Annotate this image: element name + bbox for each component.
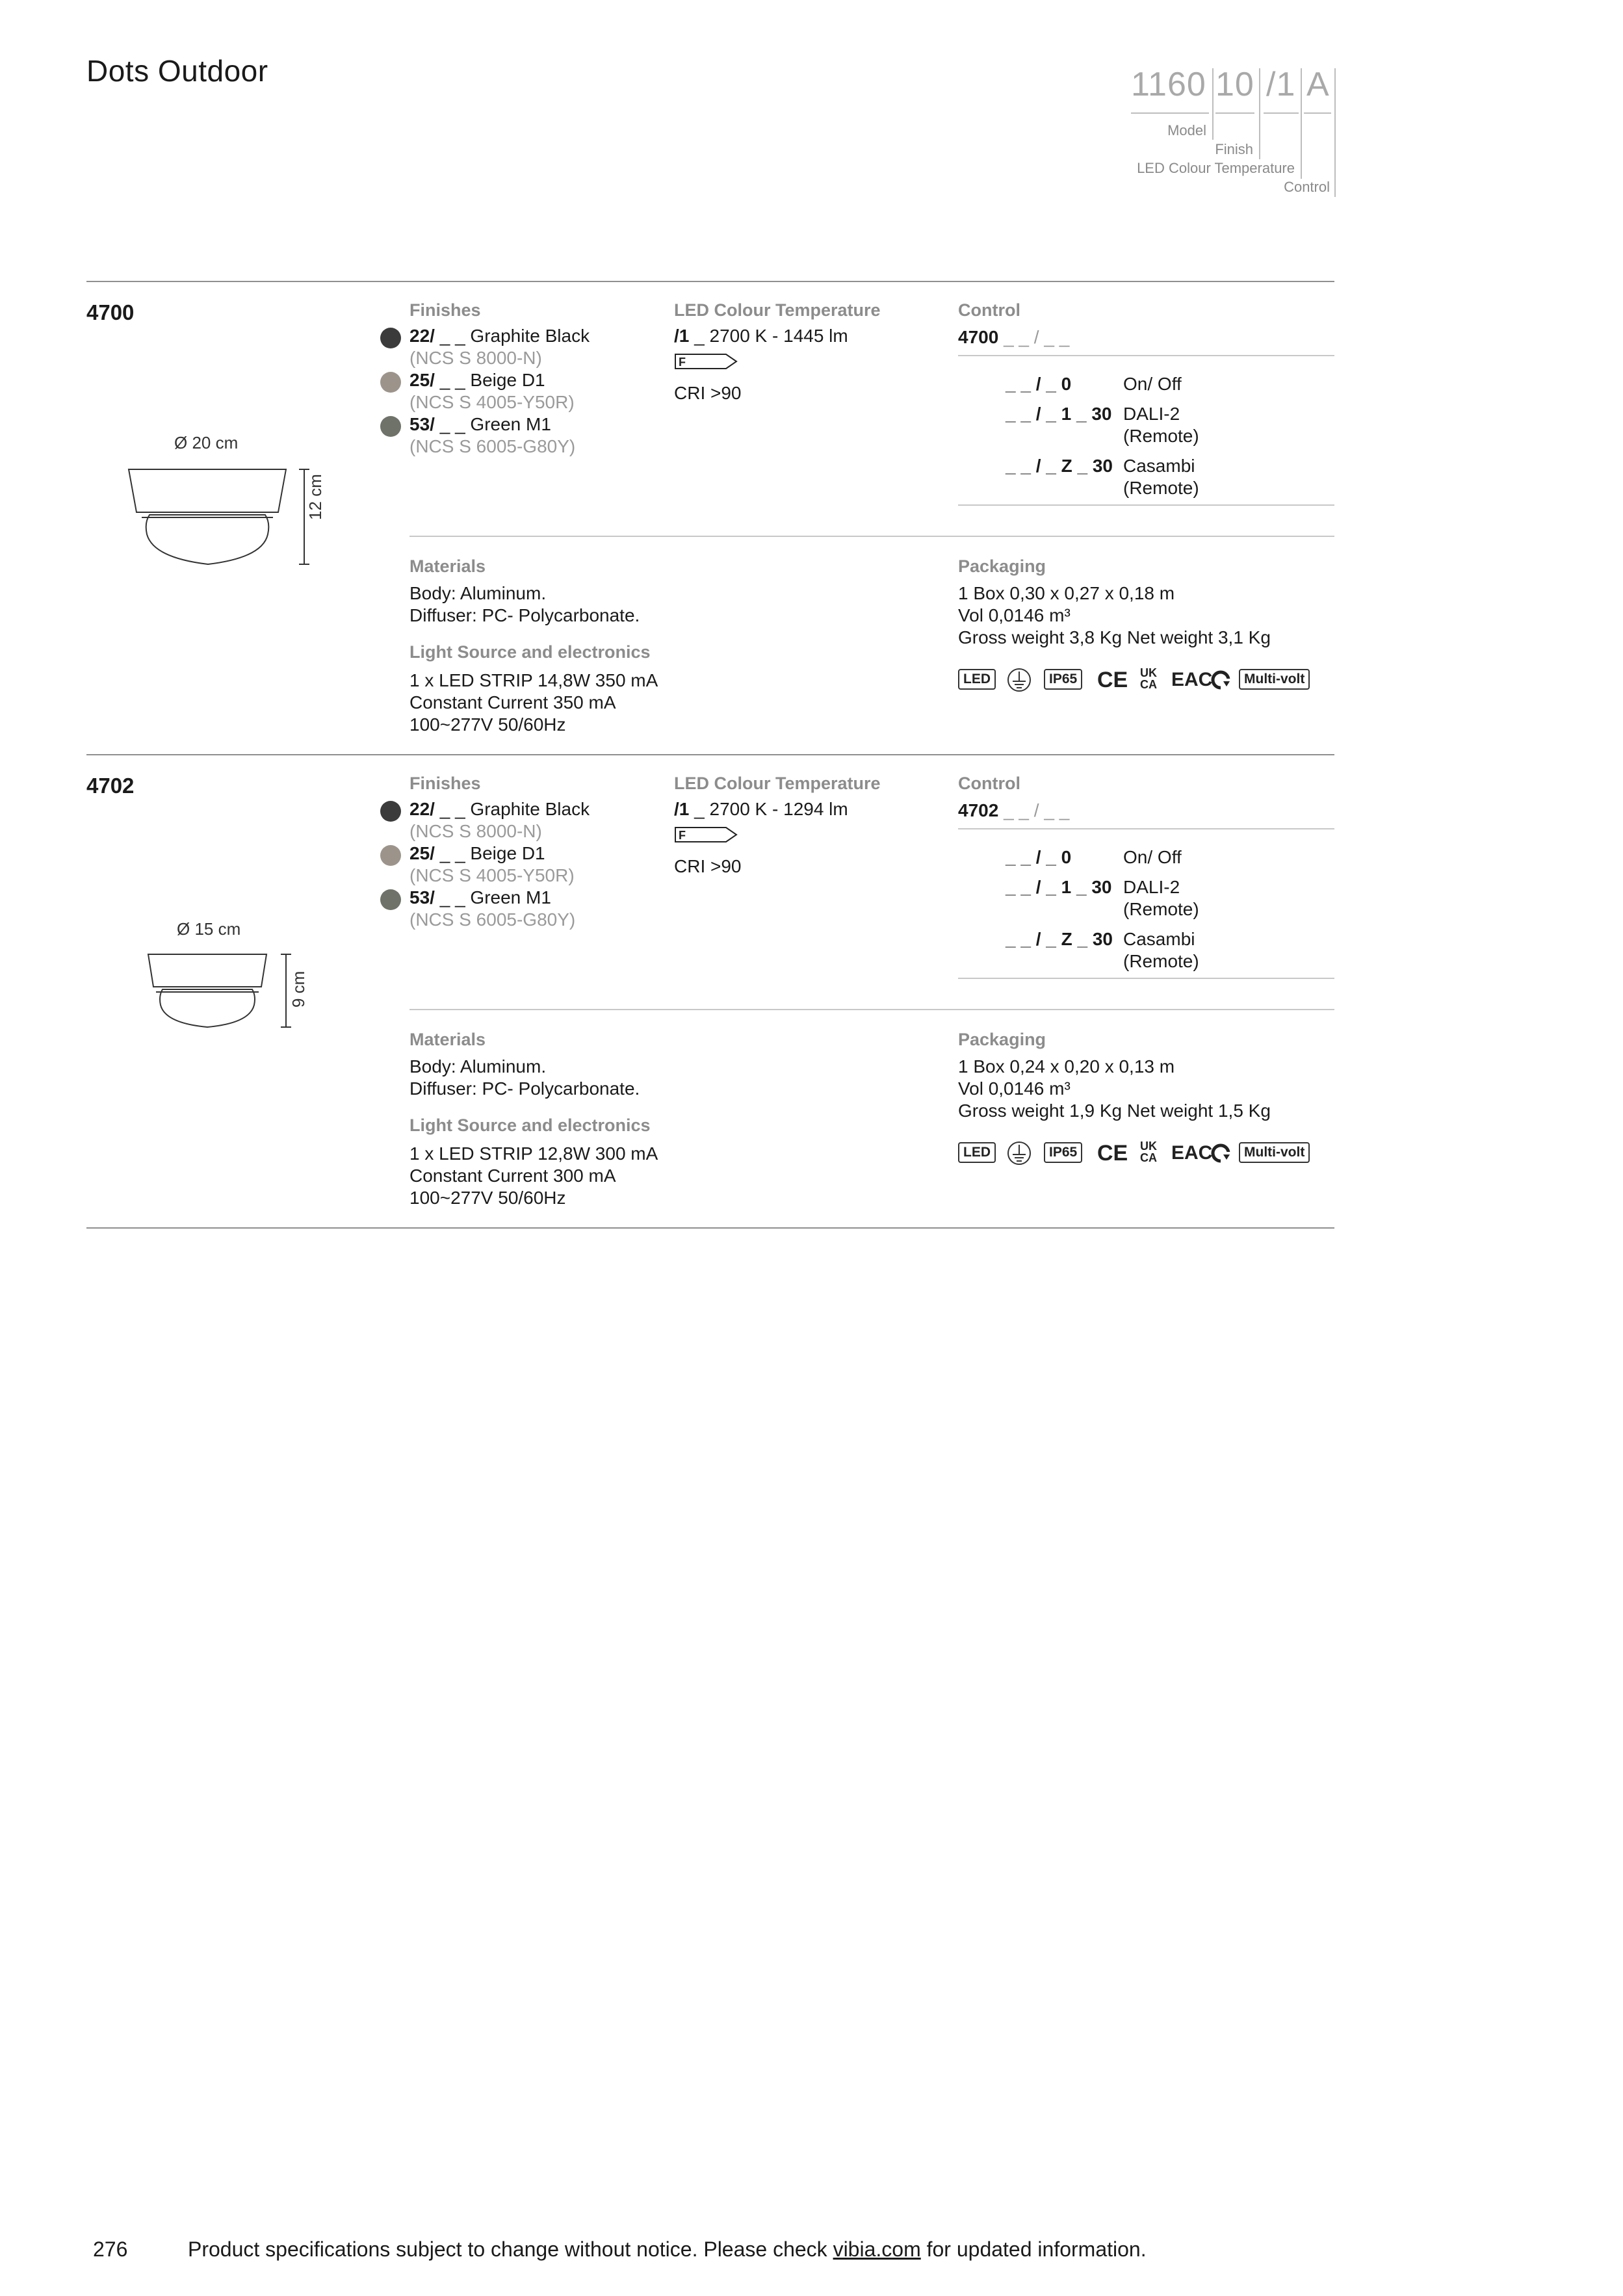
color-swatch bbox=[380, 328, 401, 348]
light-source-title: Light Source and electronics bbox=[409, 642, 651, 662]
subsection-divider bbox=[409, 536, 1334, 537]
height-label: 9 cm bbox=[289, 971, 308, 1008]
eac-mark-icon: EAC bbox=[1171, 669, 1213, 690]
underline bbox=[1264, 112, 1299, 114]
control-option-label: On/ Off bbox=[1123, 847, 1182, 867]
finish-suffix: _ _ bbox=[434, 326, 471, 346]
finish-ncs: (NCS S 8000-N) bbox=[409, 821, 542, 841]
control-divider bbox=[958, 355, 1334, 356]
control-option-code: _ _ / _ 1 _ 30 bbox=[1006, 404, 1112, 424]
section-divider bbox=[86, 754, 1334, 755]
finish-ncs: (NCS S 8000-N) bbox=[409, 348, 542, 368]
finish-suffix: _ _ bbox=[434, 843, 471, 863]
led-title: LED Colour Temperature bbox=[674, 300, 881, 320]
light-source-title: Light Source and electronics bbox=[409, 1115, 651, 1135]
finish-name: Beige D1 bbox=[470, 370, 545, 390]
divider bbox=[1301, 68, 1302, 179]
energy-class-letter: F bbox=[679, 356, 686, 369]
underline bbox=[1304, 112, 1331, 114]
energy-class-letter: F bbox=[679, 829, 686, 842]
section-divider bbox=[86, 1227, 1334, 1229]
cri-value: CRI >90 bbox=[674, 856, 742, 876]
energy-class-icon bbox=[674, 353, 739, 370]
packaging-line: 1 Box 0,30 x 0,27 x 0,18 m bbox=[958, 583, 1175, 603]
packaging-line: Gross weight 3,8 Kg Net weight 3,1 Kg bbox=[958, 627, 1271, 647]
control-title: Control bbox=[958, 774, 1020, 793]
ground-icon bbox=[1006, 1140, 1032, 1166]
color-swatch bbox=[380, 801, 401, 822]
ground-icon bbox=[1006, 667, 1032, 693]
control-option-label: DALI-2 bbox=[1123, 404, 1180, 424]
certification-row bbox=[958, 1140, 1335, 1166]
control-option-code: _ _ / _ 1 _ 30 bbox=[1006, 877, 1112, 897]
color-swatch bbox=[380, 372, 401, 393]
cri-value: CRI >90 bbox=[674, 383, 742, 403]
packaging-line: Vol 0,0146 m³ bbox=[958, 1078, 1071, 1099]
underline bbox=[1215, 112, 1254, 114]
product-id: 4700 bbox=[86, 300, 135, 324]
light-source-line: Constant Current 350 mA bbox=[409, 692, 616, 712]
packaging-line: Vol 0,0146 m³ bbox=[958, 605, 1071, 625]
control-option-sub: (Remote) bbox=[1123, 899, 1199, 919]
divider bbox=[1334, 68, 1336, 197]
page-title: Dots Outdoor bbox=[86, 54, 268, 88]
finish-ncs: (NCS S 4005-Y50R) bbox=[409, 392, 575, 412]
finish-name: Green M1 bbox=[470, 887, 551, 907]
finish-suffix: _ _ bbox=[434, 887, 471, 907]
energy-class-icon bbox=[674, 826, 739, 843]
product-id: 4702 bbox=[86, 774, 135, 798]
materials-line: Diffuser: PC- Polycarbonate. bbox=[409, 605, 640, 625]
control-option-label: On/ Off bbox=[1123, 374, 1182, 394]
label-control: Control bbox=[1284, 179, 1330, 195]
light-source-line: 1 x LED STRIP 14,8W 350 mA bbox=[409, 670, 658, 690]
led-title: LED Colour Temperature bbox=[674, 774, 881, 793]
code-control: A bbox=[1306, 66, 1330, 103]
code-led: /1 bbox=[1266, 66, 1296, 103]
control-option-label: Casambi bbox=[1123, 929, 1195, 949]
packaging-title: Packaging bbox=[958, 1030, 1046, 1049]
finish-code: 22/ bbox=[409, 326, 435, 346]
finish-code: 25/ bbox=[409, 843, 435, 863]
section-divider bbox=[86, 281, 1334, 282]
divider bbox=[1212, 68, 1214, 140]
finish-suffix: _ _ bbox=[434, 799, 471, 819]
ce-mark-icon: CE bbox=[1097, 1141, 1128, 1166]
footer-note: Product specifications subject to change without notice. Please check vibia.com for updated information. bbox=[188, 2237, 1147, 2261]
label-finish: Finish bbox=[1215, 141, 1253, 157]
color-swatch bbox=[380, 889, 401, 910]
light-source-line: 1 x LED STRIP 12,8W 300 mA bbox=[409, 1143, 658, 1164]
model-code-legend bbox=[1124, 65, 1339, 195]
diameter-label: Ø 20 cm bbox=[174, 433, 239, 452]
control-option-code: _ _ / _ Z _ 30 bbox=[1006, 929, 1113, 949]
code-finish: 10 bbox=[1215, 66, 1254, 103]
label-led: LED Colour Temperature bbox=[1137, 160, 1295, 176]
finish-code: 53/ bbox=[409, 414, 435, 434]
underline bbox=[1131, 112, 1209, 114]
finish-code: 53/ bbox=[409, 887, 435, 907]
eac-mark-icon: EAC bbox=[1171, 1142, 1213, 1164]
led-temperature: /1 _ 2700 K - 1294 lm bbox=[674, 799, 848, 819]
control-option-code: _ _ / _ Z _ 30 bbox=[1006, 456, 1113, 476]
lamp-drawing bbox=[123, 462, 331, 579]
packaging-line: Gross weight 1,9 Kg Net weight 1,5 Kg bbox=[958, 1101, 1271, 1121]
finishes-title: Finishes bbox=[409, 300, 481, 320]
finish-suffix: _ _ bbox=[434, 414, 471, 434]
ip-rating-badge: IP65 bbox=[1044, 1142, 1082, 1163]
control-divider bbox=[958, 828, 1334, 829]
multivolt-badge: Multi-volt bbox=[1239, 1142, 1310, 1163]
led-badge: LED bbox=[958, 669, 996, 690]
subsection-divider bbox=[409, 1009, 1334, 1010]
led-badge: LED bbox=[958, 1142, 996, 1163]
recycling-icon bbox=[1210, 670, 1231, 690]
ce-mark-icon: CE bbox=[1097, 668, 1128, 692]
color-swatch bbox=[380, 845, 401, 866]
materials-line: Body: Aluminum. bbox=[409, 1056, 547, 1076]
finish-ncs: (NCS S 4005-Y50R) bbox=[409, 865, 575, 885]
finish-name: Beige D1 bbox=[470, 843, 545, 863]
finish-code: 22/ bbox=[409, 799, 435, 819]
control-option-code: _ _ / _ 0 bbox=[1006, 374, 1072, 394]
materials-line: Body: Aluminum. bbox=[409, 583, 547, 603]
finish-ncs: (NCS S 6005-G80Y) bbox=[409, 436, 576, 456]
page-number: 276 bbox=[93, 2237, 128, 2261]
code-model: 1160 bbox=[1131, 66, 1206, 103]
control-divider bbox=[958, 504, 1334, 506]
control-option-sub: (Remote) bbox=[1123, 426, 1199, 446]
materials-title: Materials bbox=[409, 1030, 486, 1049]
recycling-icon bbox=[1210, 1143, 1231, 1164]
materials-title: Materials bbox=[409, 556, 486, 576]
control-option-sub: (Remote) bbox=[1123, 478, 1199, 498]
ukca-mark-icon: UK CA bbox=[1140, 666, 1157, 691]
finish-name: Graphite Black bbox=[470, 326, 590, 346]
control-option-sub: (Remote) bbox=[1123, 951, 1199, 971]
control-option-code: _ _ / _ 0 bbox=[1006, 847, 1072, 867]
label-model: Model bbox=[1167, 122, 1206, 138]
finishes-title: Finishes bbox=[409, 774, 481, 793]
control-code: 4702 _ _ / _ _ bbox=[958, 800, 1070, 820]
control-code: 4700 _ _ / _ _ bbox=[958, 327, 1070, 347]
control-option-label: Casambi bbox=[1123, 456, 1195, 476]
finish-suffix: _ _ bbox=[434, 370, 471, 390]
divider bbox=[1259, 68, 1260, 159]
led-temperature: /1 _ 2700 K - 1445 lm bbox=[674, 326, 848, 346]
ip-rating-badge: IP65 bbox=[1044, 669, 1082, 690]
light-source-line: 100~277V 50/60Hz bbox=[409, 714, 566, 735]
height-label: 12 cm bbox=[305, 474, 325, 520]
control-option-label: DALI-2 bbox=[1123, 877, 1180, 897]
light-source-line: Constant Current 300 mA bbox=[409, 1166, 616, 1186]
vibia-link[interactable]: vibia.com bbox=[833, 2237, 921, 2261]
packaging-line: 1 Box 0,24 x 0,20 x 0,13 m bbox=[958, 1056, 1175, 1076]
finish-ncs: (NCS S 6005-G80Y) bbox=[409, 909, 576, 930]
certification-row bbox=[958, 667, 1335, 693]
light-source-line: 100~277V 50/60Hz bbox=[409, 1188, 566, 1208]
materials-line: Diffuser: PC- Polycarbonate. bbox=[409, 1078, 640, 1099]
finish-name: Green M1 bbox=[470, 414, 551, 434]
control-title: Control bbox=[958, 300, 1020, 320]
color-swatch bbox=[380, 416, 401, 437]
diameter-label: Ø 15 cm bbox=[177, 919, 241, 939]
ukca-mark-icon: UK CA bbox=[1140, 1140, 1157, 1164]
lamp-drawing bbox=[143, 948, 305, 1045]
packaging-title: Packaging bbox=[958, 556, 1046, 576]
multivolt-badge: Multi-volt bbox=[1239, 669, 1310, 690]
finish-code: 25/ bbox=[409, 370, 435, 390]
finish-name: Graphite Black bbox=[470, 799, 590, 819]
control-divider bbox=[958, 978, 1334, 979]
